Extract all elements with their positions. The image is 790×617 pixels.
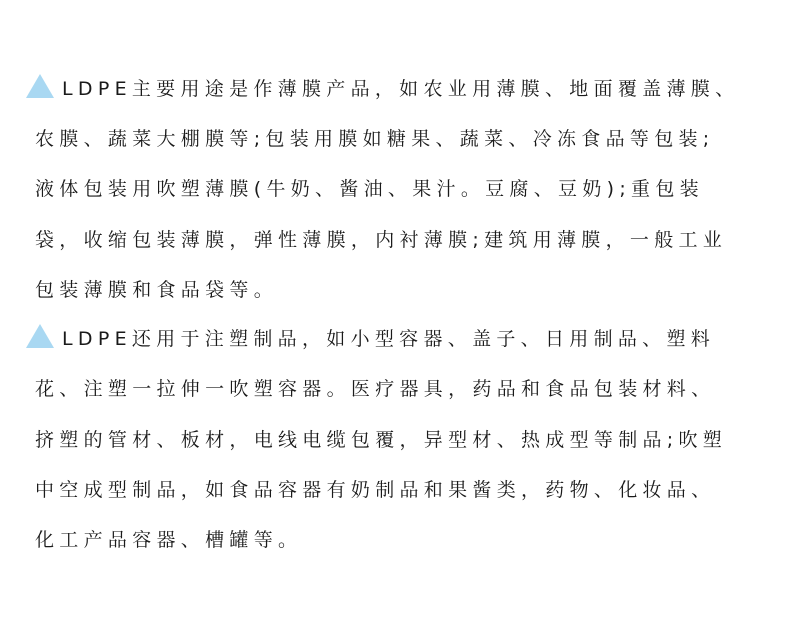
triangle-icon [26, 324, 54, 348]
paragraph-line: LDPE还用于注塑制品，如小型容器、盖子、日用制品、塑料 [62, 328, 716, 350]
paragraph-line: 花、注塑一拉伸一吹塑容器。医疗器具，药品和食品包装材料、 [35, 378, 716, 400]
paragraph-line: LDPE主要用途是作薄膜产品，如农业用薄膜、地面覆盖薄膜、 [62, 78, 740, 100]
paragraph-line: 挤塑的管材、板材，电线电缆包覆，异型材、热成型等制品;吹塑 [35, 429, 728, 451]
paragraph-line: 包装薄膜和食品袋等。 [35, 279, 279, 301]
paragraph-line: 化工产品容器、槽罐等。 [35, 529, 303, 551]
paragraph-line: 液体包装用吹塑薄膜(牛奶、酱油、果汁。豆腐、豆奶);重包装 [35, 178, 704, 200]
paragraph-line: 农膜、蔬菜大棚膜等;包装用膜如糖果、蔬菜、冷冻食品等包装; [35, 128, 715, 150]
paragraph-line: 中空成型制品，如食品容器有奶制品和果酱类，药物、化妆品、 [35, 479, 716, 501]
paragraph-line: 袋，收缩包装薄膜，弹性薄膜，内衬薄膜;建筑用薄膜，一般工业 [35, 229, 728, 251]
triangle-icon [26, 74, 54, 98]
